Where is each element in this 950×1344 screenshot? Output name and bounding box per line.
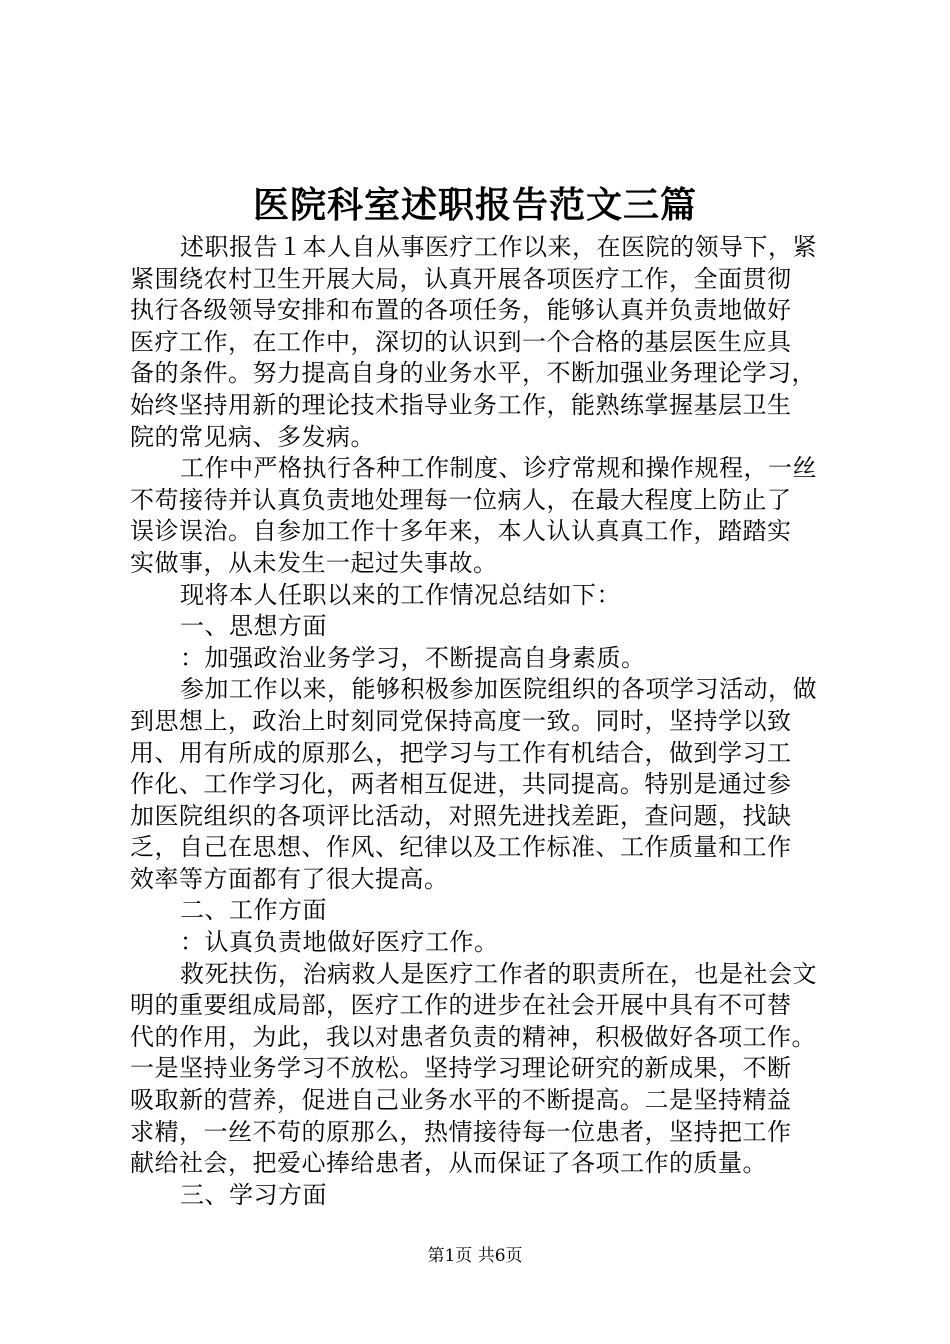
section-subheading: ：认真负责地做好医疗工作。 bbox=[180, 928, 499, 957]
paragraph-line: 工作中严格执行各种工作制度、诊疗常规和操作规程，一丝 bbox=[180, 454, 817, 483]
paragraph-line: 院的常见病、多发病。 bbox=[130, 422, 375, 451]
section-heading: 一、思想方面 bbox=[180, 612, 327, 641]
paragraph-line: 求精，一丝不苟的原那么，热情接待每一位患者，坚持把工作 bbox=[130, 1117, 792, 1146]
paragraph-line: 用、用有所成的原那么，把学习与工作有机结合，做到学习工 bbox=[130, 738, 792, 767]
paragraph-line: 医疗工作，在工作中，深切的认识到一个合格的基层医生应具 bbox=[130, 327, 792, 356]
paragraph-line: 不苟接待并认真负责地处理每一位病人，在最大程度上防止了 bbox=[130, 485, 792, 514]
paragraph-line: 始终坚持用新的理论技术指导业务工作，能熟练掌握基层卫生 bbox=[130, 390, 792, 419]
paragraph-line: 误诊误治。自参加工作十多年来，本人认认真真工作，踏踏实 bbox=[130, 517, 792, 546]
paragraph-line: 现将本人任职以来的工作情况总结如下： bbox=[180, 580, 621, 609]
paragraph-line: 作化、工作学习化，两者相互促进，共同提高。特别是通过参 bbox=[130, 770, 792, 799]
document-body bbox=[130, 232, 842, 1211]
paragraph-line: 加医院组织的各项评比活动，对照先进找差距，查问题，找缺 bbox=[130, 801, 792, 830]
page-number-footer: 第1页 共6页 bbox=[427, 1246, 523, 1266]
section-subheading: ：加强政治业务学习，不断提高自身素质。 bbox=[180, 643, 646, 672]
paragraph-line: 乏，自己在思想、作风、纪律以及工作标准、工作质量和工作 bbox=[130, 833, 792, 862]
paragraph-line: 效率等方面都有了很大提高。 bbox=[130, 864, 449, 893]
paragraph-line: 备的条件。努力提高自身的业务水平，不断加强业务理论学习， bbox=[130, 359, 816, 388]
paragraph-line: 执行各级领导安排和布置的各项任务，能够认真并负责地做好 bbox=[130, 296, 792, 325]
paragraph-line: 参加工作以来，能够积极参加医院组织的各项学习活动，做 bbox=[180, 675, 817, 704]
paragraph-line: 实做事，从未发生一起过失事故。 bbox=[130, 548, 498, 577]
section-heading: 三、学习方面 bbox=[180, 1180, 327, 1209]
paragraph-line: 述职报告１本人自从事医疗工作以来，在医院的领导下，紧 bbox=[180, 233, 817, 261]
paragraph-line: 献给社会，把爱心捧给患者，从而保证了各项工作的质量。 bbox=[130, 1149, 767, 1178]
document-title: 医院科室述职报告范文三篇 bbox=[252, 184, 697, 226]
paragraph-line: 紧围绕农村卫生开展大局，认真开展各项医疗工作，全面贯彻 bbox=[130, 264, 792, 293]
paragraph-line: 明的重要组成局部，医疗工作的进步在社会开展中具有不可替 bbox=[130, 991, 792, 1020]
paragraph-line: 救死扶伤，治病救人是医疗工作者的职责所在，也是社会文 bbox=[180, 959, 817, 988]
paragraph-line: 一是坚持业务学习不放松。坚持学习理论研究的新成果，不断 bbox=[130, 1054, 792, 1083]
section-heading: 二、工作方面 bbox=[180, 896, 327, 925]
paragraph-line: 代的作用，为此，我以对患者负责的精神，积极做好各项工作。 bbox=[130, 1022, 816, 1051]
paragraph-line: 吸取新的营养，促进自己业务水平的不断提高。二是坚持精益 bbox=[130, 1086, 792, 1115]
paragraph-line: 到思想上，政治上时刻同党保持高度一致。同时，坚持学以致 bbox=[130, 706, 792, 735]
